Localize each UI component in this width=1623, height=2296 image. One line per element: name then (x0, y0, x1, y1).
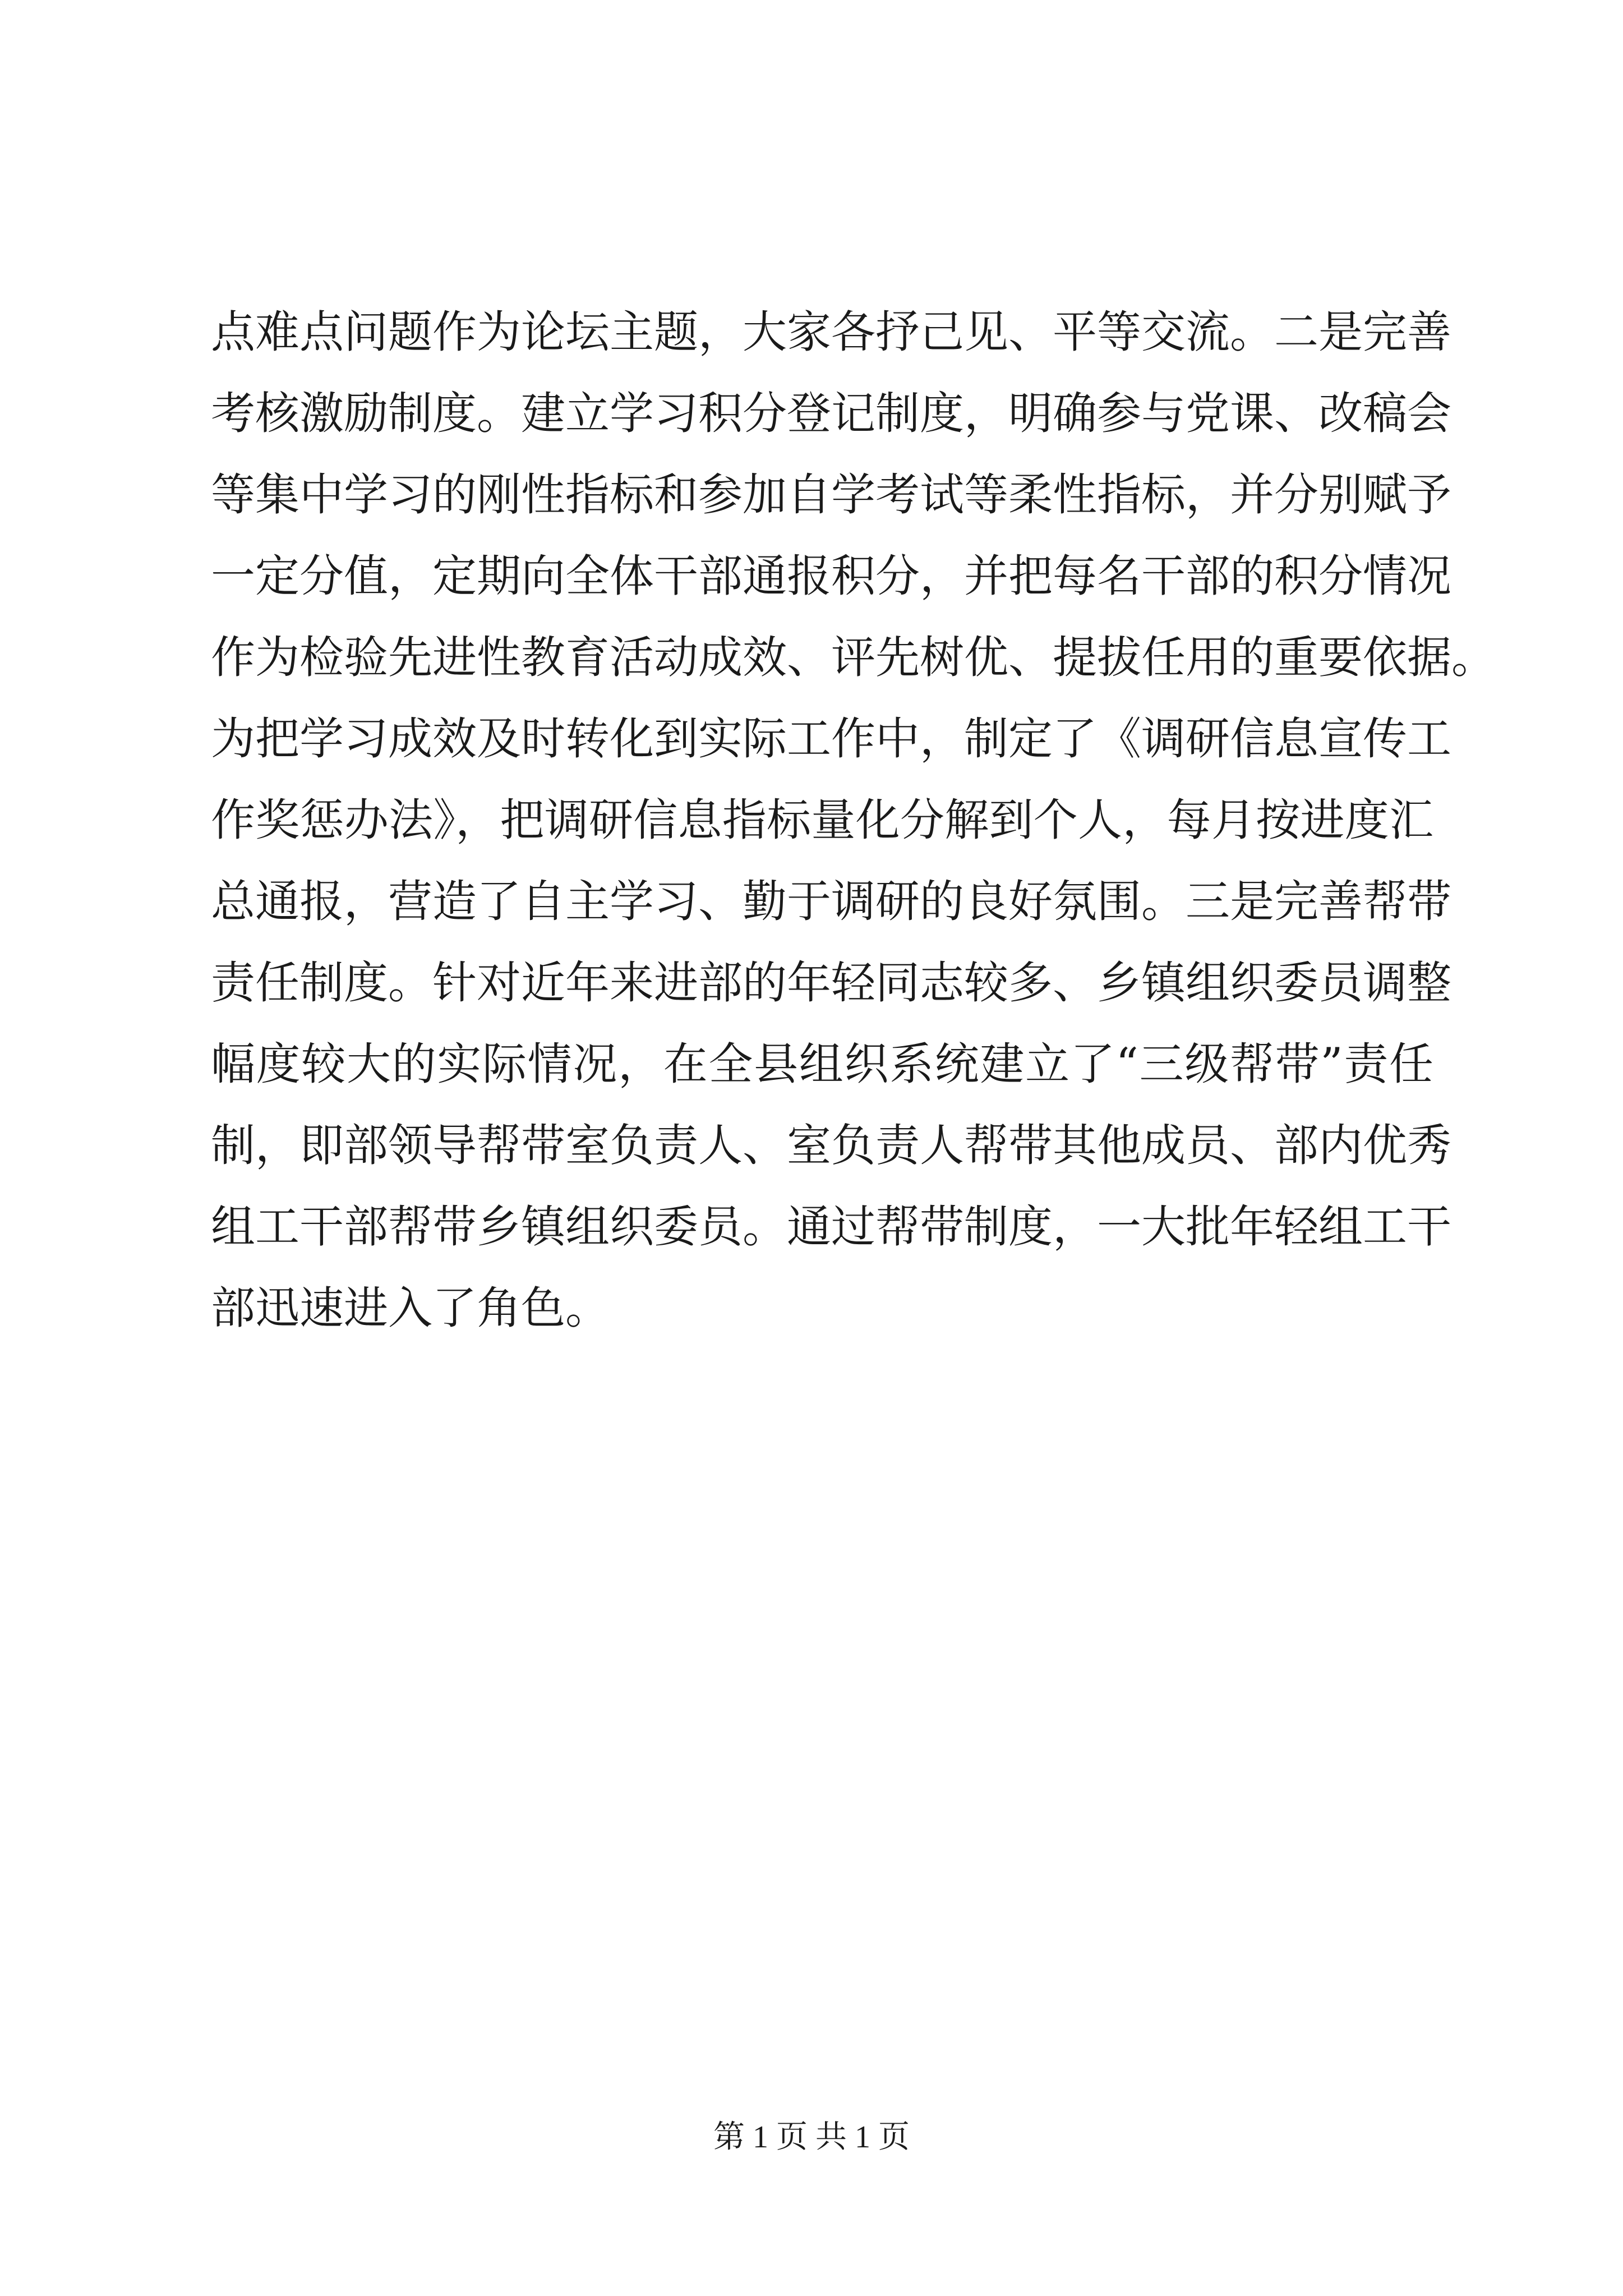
text-line: 等集中学习的刚性指标和参加自学考试等柔性指标，并分别赋予 (211, 469, 1451, 521)
text-line: 一定分值，定期向全体干部通报积分，并把每名干部的积分情况 (211, 550, 1451, 602)
text-line: 部迅速进入了角色。 (211, 1282, 610, 1334)
text-line: 总通报，营造了自主学习、勤于调研的良好氛围。三是完善帮带 (211, 876, 1451, 927)
text-line: 点难点问题作为论坛主题，大家各抒己见、平等交流。二是完善 (211, 306, 1451, 358)
text-line: 作奖惩办法》，把调研信息指标量化分解到个人，每月按进度汇 (211, 794, 1433, 846)
text-line: 幅度较大的实际情况，在全县组织系统建立了“三级帮带”责任 (211, 1038, 1433, 1090)
text-line: 考核激励制度。建立学习积分登记制度，明确参与党课、改稿会 (211, 388, 1451, 439)
text-line: 责任制度。针对近年来进部的年轻同志较多、乡镇组织委员调整 (211, 957, 1451, 1009)
text-line: 组工干部帮带乡镇组织委员。通过帮带制度，一大批年轻组工干 (211, 1201, 1451, 1253)
page-number-footer: 第 1 页 共 1 页 (713, 2120, 910, 2155)
text-line: 作为检验先进性教育活动成效、评先树优、提拔任用的重要依据。 (211, 632, 1496, 683)
body-paragraph (211, 292, 1496, 1349)
text-line: 为把学习成效及时转化到实际工作中，制定了《调研信息宣传工 (211, 713, 1451, 765)
text-line: 制，即部领导帮带室负责人、室负责人帮带其他成员、部内优秀 (211, 1120, 1451, 1171)
